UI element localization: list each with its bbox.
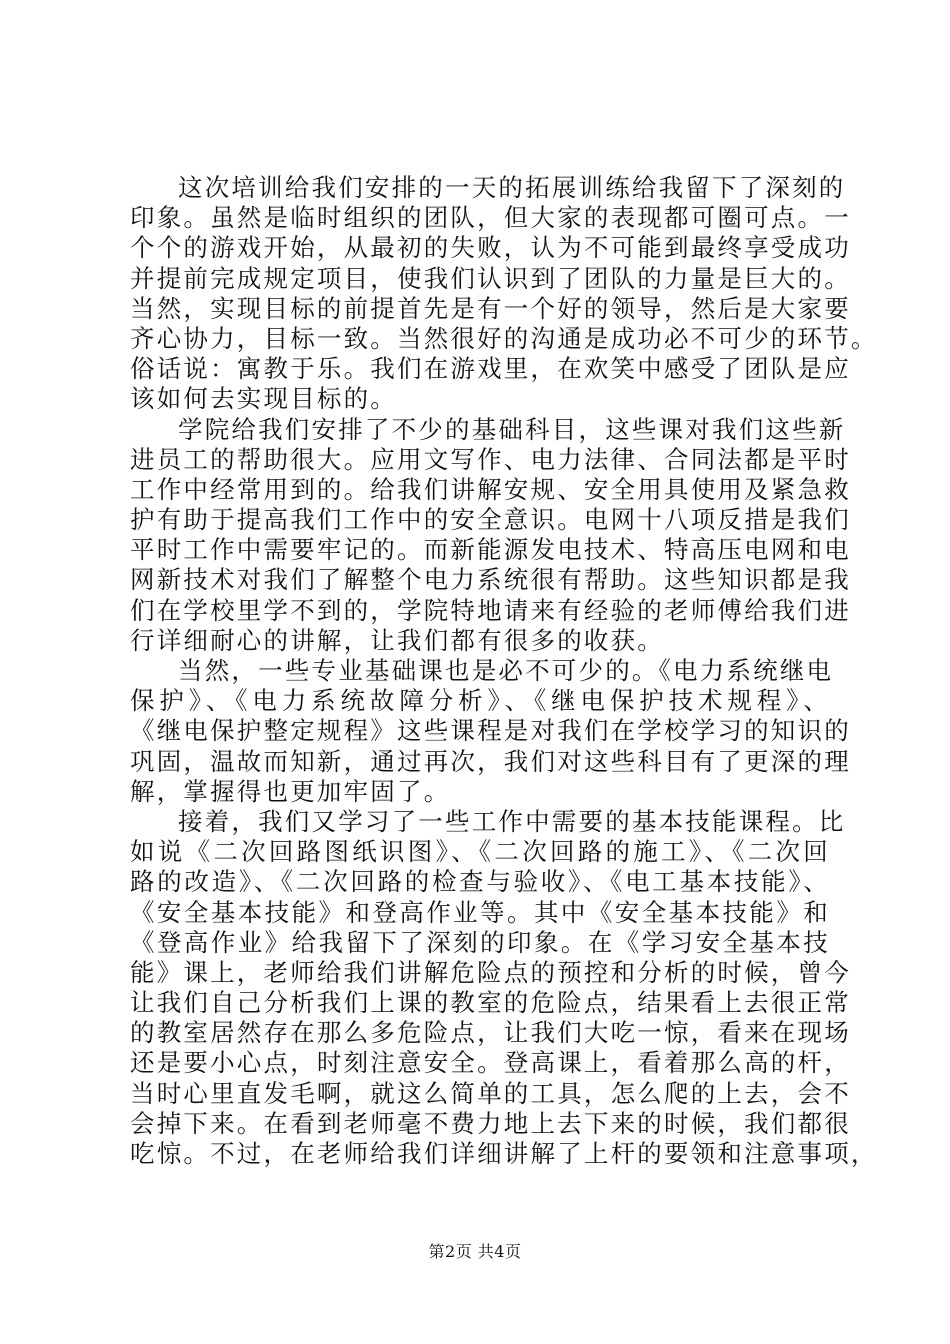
text-line: 工作中经常用到的。给我们讲解安规、安全用具使用及紧急救 (130, 474, 851, 504)
paragraph-2 (130, 414, 851, 657)
text-line: 这次培训给我们安排的一天的拓展训练给我留下了深刻的 (178, 173, 846, 202)
text-line: 《安全基本技能》和登高作业等。其中《安全基本技能》和 (130, 897, 830, 927)
text-line: 接着，我们又学习了一些工作中需要的基本技能课程。比 (178, 806, 846, 836)
text-line: 进员工的帮助很大。应用文写作、电力法律、合同法都是平时 (130, 444, 851, 474)
text-line: 行详细耐心的讲解，让我们都有很多的收获。 (130, 625, 664, 655)
text-line: 会掉下来。在看到老师毫不费力地上去下来的时候，我们都很 (130, 1108, 851, 1138)
text-line: 如说《二次回路图纸识图》、《二次回路的施工》、《二次回 (130, 837, 830, 867)
text-line: 学院给我们安排了不少的基础科目，这些课对我们这些新 (178, 414, 846, 444)
text-line: 巩固，温故而知新，通过再次，我们对这些科目有了更深的理 (130, 746, 851, 776)
page-number-footer: 第2页 共4页 (428, 1242, 522, 1261)
paragraph-4 (130, 806, 878, 1169)
paragraph-1 (130, 173, 878, 415)
text-line: 齐心协力，目标一致。当然很好的沟通是成功必不可少的环节。 (130, 323, 878, 353)
text-line: 还是要小心点，时刻注意安全。登高课上，看着那么高的杆， (130, 1048, 851, 1078)
text-line: 当然，实现目标的前提首先是有一个好的领导，然后是大家要 (130, 293, 851, 323)
text-line: 该如何去实现目标的。 (130, 384, 397, 414)
text-line: 网新技术对我们了解整个电力系统很有帮助。这些知识都是我 (130, 565, 851, 595)
text-line: 护有助于提高我们工作中的安全意识。电网十八项反措是我们 (130, 505, 851, 535)
text-line: 让我们自己分析我们上课的教室的危险点，结果看上去很正常 (130, 988, 851, 1018)
text-line: 《继电保护整定规程》这些课程是对我们在学校学习的知识的 (130, 716, 851, 746)
text-line: 当时心里直发毛啊，就这么简单的工具，怎么爬的上去，会不 (130, 1078, 851, 1108)
text-line: 的教室居然存在那么多危险点，让我们大吃一惊，看来在现场 (130, 1018, 851, 1048)
document-body (130, 173, 878, 1169)
text-line: 们在学校里学不到的，学院特地请来有经验的老师傅给我们进 (130, 595, 851, 625)
text-line: 吃惊。不过，在老师给我们详细讲解了上杆的要领和注意事项， (130, 1139, 878, 1168)
text-line: 解，掌握得也更加牢固了。 (130, 776, 451, 806)
text-line: 平时工作中需要牢记的。而新能源发电技术、特高压电网和电 (130, 535, 851, 565)
text-line: 路的改造》、《二次回路的检查与验收》、《电工基本技能》、 (130, 867, 830, 897)
text-line: 印象。虽然是临时组织的团队，但大家的表现都可圈可点。一 (130, 203, 851, 233)
text-line: 个个的游戏开始，从最初的失败，认为不可能到最终享受成功 (130, 233, 851, 263)
text-line: 能》课上，老师给我们讲解危险点的预控和分析的时候，曾今 (130, 957, 851, 987)
text-line: 俗话说：寓教于乐。我们在游戏里，在欢笑中感受了团队是应 (130, 354, 851, 384)
text-line: 当然，一些专业基础课也是必不可少的。《电力系统继电 (178, 656, 834, 685)
text-line: 《登高作业》给我留下了深刻的印象。在《学习安全基本技 (130, 927, 830, 957)
paragraph-3 (130, 656, 851, 807)
text-line: 并提前完成规定项目，使我们认识到了团队的力量是巨大的。 (130, 263, 851, 293)
text-line: 保护》、《电力系统故障分析》、《继电保护技术规程》、 (130, 686, 830, 716)
